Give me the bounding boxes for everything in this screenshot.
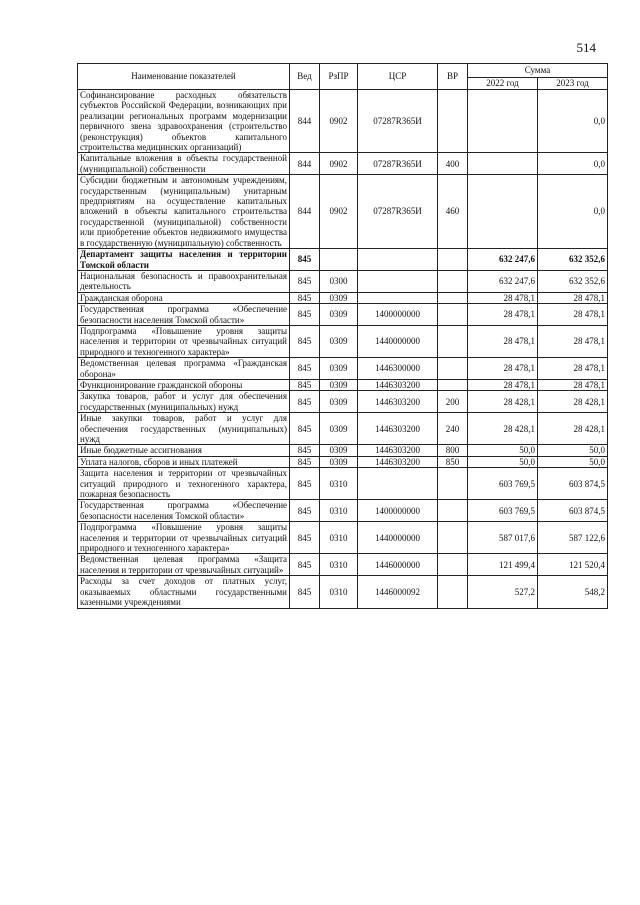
table-row	[78, 456, 608, 467]
table-row	[78, 554, 608, 576]
row-vr	[438, 500, 468, 522]
row-vr: 240	[438, 413, 468, 445]
row-name: Капитальные вложения в объекты государственной (муниципальной) собственности	[78, 153, 290, 175]
row-sum-2023: 28 478,1	[538, 379, 608, 390]
row-sum-2022: 632 247,6	[468, 249, 538, 271]
row-vr: 800	[438, 445, 468, 456]
table-row	[78, 576, 608, 608]
row-csr	[358, 292, 438, 303]
row-vr	[438, 358, 468, 380]
table-row	[78, 522, 608, 554]
row-name: Защита населения и территории от чрезвычайных ситуаций природного и техногенного характера, пожарная безопасность	[78, 468, 290, 500]
row-sum-2022: 527,2	[468, 576, 538, 608]
row-sum-2022: 28 428,1	[468, 413, 538, 445]
table-row	[78, 379, 608, 390]
table-row	[78, 391, 608, 413]
row-ved: 845	[290, 249, 320, 271]
row-sum-2023: 603 874,5	[538, 500, 608, 522]
row-rzpr: 0310	[320, 522, 358, 554]
header-sum: Сумма	[468, 64, 608, 78]
row-csr: 1400000000	[358, 500, 438, 522]
row-vr	[438, 249, 468, 271]
row-rzpr: 0309	[320, 304, 358, 326]
row-sum-2022: 587 017,6	[468, 522, 538, 554]
row-vr: 200	[438, 391, 468, 413]
row-csr: 07287R365И	[358, 153, 438, 175]
row-ved: 845	[290, 554, 320, 576]
row-rzpr	[320, 249, 358, 271]
table-row	[78, 445, 608, 456]
row-ved: 845	[290, 413, 320, 445]
row-ved: 845	[290, 379, 320, 390]
row-name: Субсидии бюджетным и автономным учреждениям, государственным (муниципальным) унитарным предприятиям на осуществление капитальных вложений в объекты капитального строительства государственной (муниципальной) собственности или приобретение объектов недвижимого имущества в государственную (муниципальную) собственность	[78, 175, 290, 249]
row-name: Уплата налогов, сборов и иных платежей	[78, 456, 290, 467]
row-rzpr: 0902	[320, 175, 358, 249]
row-sum-2023: 50,0	[538, 456, 608, 467]
row-rzpr: 0309	[320, 391, 358, 413]
row-csr: 1446303200	[358, 445, 438, 456]
row-csr: 1446300000	[358, 358, 438, 380]
row-sum-2023: 548,2	[538, 576, 608, 608]
row-csr: 1446000092	[358, 576, 438, 608]
row-sum-2023: 0,0	[538, 90, 608, 153]
row-rzpr: 0309	[320, 379, 358, 390]
row-sum-2023: 121 520,4	[538, 554, 608, 576]
row-ved: 844	[290, 175, 320, 249]
row-ved: 845	[290, 391, 320, 413]
row-vr	[438, 522, 468, 554]
row-rzpr: 0309	[320, 413, 358, 445]
row-sum-2023: 28 428,1	[538, 391, 608, 413]
budget-table	[77, 63, 608, 609]
row-sum-2022: 603 769,5	[468, 468, 538, 500]
row-csr: 1446303200	[358, 379, 438, 390]
row-ved: 845	[290, 292, 320, 303]
row-sum-2023: 632 352,6	[538, 249, 608, 271]
row-rzpr: 0310	[320, 554, 358, 576]
row-vr: 460	[438, 175, 468, 249]
row-sum-2022: 603 769,5	[468, 500, 538, 522]
row-sum-2022	[468, 175, 538, 249]
header-ved: Вед	[290, 64, 320, 90]
header-year-2023: 2023 год	[538, 78, 608, 90]
header-csr: ЦСР	[358, 64, 438, 90]
row-name: Расходы за счет доходов от платных услуг, оказываемых областными государственными казенными учреждениями	[78, 576, 290, 608]
table-row	[78, 468, 608, 500]
row-name: Софинансирование расходных обязательств субъектов Российской Федерации, возникающих при реализации региональных программ модернизации первичного звена здравоохранения (строительство (реконструкция) объектов капитального строительства медицинских организаций)	[78, 90, 290, 153]
row-sum-2022	[468, 153, 538, 175]
row-csr: 1446303200	[358, 456, 438, 467]
row-vr	[438, 292, 468, 303]
row-name: Иные бюджетные ассигнования	[78, 445, 290, 456]
table-row	[78, 292, 608, 303]
header-vr: ВР	[438, 64, 468, 90]
row-name: Ведомственная целевая программа «Гражданская оборона»	[78, 358, 290, 380]
row-name: Ведомственная целевая программа «Защита населения и территории от чрезвычайных ситуаций»	[78, 554, 290, 576]
row-rzpr: 0309	[320, 445, 358, 456]
row-sum-2022: 28 478,1	[468, 304, 538, 326]
row-sum-2022: 28 428,1	[468, 391, 538, 413]
row-name: Государственная программа «Обеспечение безопасности населения Томской области»	[78, 304, 290, 326]
row-ved: 844	[290, 90, 320, 153]
row-csr: 07287R365И	[358, 90, 438, 153]
row-vr	[438, 468, 468, 500]
row-sum-2022: 28 478,1	[468, 292, 538, 303]
row-vr	[438, 554, 468, 576]
row-csr: 1400000000	[358, 304, 438, 326]
row-sum-2023: 0,0	[538, 153, 608, 175]
row-csr: 1440000000	[358, 325, 438, 357]
row-ved: 845	[290, 456, 320, 467]
row-ved: 845	[290, 500, 320, 522]
row-rzpr: 0310	[320, 500, 358, 522]
row-rzpr: 0310	[320, 468, 358, 500]
row-ved: 845	[290, 445, 320, 456]
table-row	[78, 413, 608, 445]
row-vr	[438, 379, 468, 390]
row-sum-2023: 587 122,6	[538, 522, 608, 554]
row-rzpr: 0309	[320, 292, 358, 303]
row-sum-2022: 50,0	[468, 445, 538, 456]
row-sum-2023: 0,0	[538, 175, 608, 249]
row-rzpr: 0309	[320, 358, 358, 380]
row-ved: 845	[290, 358, 320, 380]
row-csr	[358, 270, 438, 292]
row-sum-2022: 121 499,4	[468, 554, 538, 576]
row-vr: 400	[438, 153, 468, 175]
row-name: Национальная безопасность и правоохранительная деятельность	[78, 270, 290, 292]
table-row	[78, 270, 608, 292]
row-csr: 07287R365И	[358, 175, 438, 249]
row-ved: 845	[290, 270, 320, 292]
row-vr: 850	[438, 456, 468, 467]
row-sum-2022: 28 478,1	[468, 325, 538, 357]
row-sum-2023: 28 478,1	[538, 358, 608, 380]
row-sum-2023: 28 478,1	[538, 325, 608, 357]
row-vr	[438, 270, 468, 292]
row-name: Закупка товаров, работ и услуг для обеспечения государственных (муниципальных) нужд	[78, 391, 290, 413]
row-sum-2023: 50,0	[538, 445, 608, 456]
row-sum-2023: 603 874,5	[538, 468, 608, 500]
page-number: 514	[576, 40, 596, 55]
table-row	[78, 175, 608, 249]
table-row	[78, 249, 608, 271]
row-ved: 845	[290, 325, 320, 357]
row-name: Департамент защиты населения и территории Томской области	[78, 249, 290, 271]
row-sum-2023: 28 478,1	[538, 304, 608, 326]
row-csr: 1440000000	[358, 522, 438, 554]
table-row	[78, 304, 608, 326]
table-row	[78, 153, 608, 175]
row-rzpr: 0310	[320, 576, 358, 608]
row-sum-2022: 50,0	[468, 456, 538, 467]
row-rzpr: 0309	[320, 325, 358, 357]
row-rzpr: 0300	[320, 270, 358, 292]
row-rzpr: 0902	[320, 90, 358, 153]
row-sum-2023: 632 352,6	[538, 270, 608, 292]
row-csr	[358, 468, 438, 500]
row-name: Подпрограмма «Повышение уровня защиты населения и территории от чрезвычайных ситуаций природного и техногенного характера»	[78, 325, 290, 357]
row-name: Гражданская оборона	[78, 292, 290, 303]
row-ved: 844	[290, 153, 320, 175]
row-sum-2023: 28 428,1	[538, 413, 608, 445]
row-name: Подпрограмма «Повышение уровня защиты населения и территории от чрезвычайных ситуаций природного и техногенного характера»	[78, 522, 290, 554]
row-sum-2022: 28 478,1	[468, 358, 538, 380]
table-row	[78, 358, 608, 380]
row-ved: 845	[290, 522, 320, 554]
row-ved: 845	[290, 304, 320, 326]
table-row	[78, 500, 608, 522]
row-vr	[438, 576, 468, 608]
row-csr: 1446303200	[358, 413, 438, 445]
row-sum-2022: 632 247,6	[468, 270, 538, 292]
row-rzpr: 0309	[320, 456, 358, 467]
row-name: Функционирование гражданской обороны	[78, 379, 290, 390]
header-rzpr: РзПР	[320, 64, 358, 90]
row-vr	[438, 90, 468, 153]
row-sum-2022: 28 478,1	[468, 379, 538, 390]
row-ved: 845	[290, 576, 320, 608]
table-row	[78, 90, 608, 153]
row-csr	[358, 249, 438, 271]
row-vr	[438, 325, 468, 357]
row-name: Иные закупки товаров, работ и услуг для обеспечения государственных (муниципальных) нужд	[78, 413, 290, 445]
row-csr: 1446000000	[358, 554, 438, 576]
header-name: Наименование показателей	[78, 64, 290, 90]
row-name: Государственная программа «Обеспечение безопасности населения Томской области»	[78, 500, 290, 522]
row-sum-2022	[468, 90, 538, 153]
row-vr	[438, 304, 468, 326]
row-ved: 845	[290, 468, 320, 500]
table-row	[78, 325, 608, 357]
header-year-2022: 2022 год	[468, 78, 538, 90]
row-sum-2023: 28 478,1	[538, 292, 608, 303]
row-csr: 1446303200	[358, 391, 438, 413]
row-rzpr: 0902	[320, 153, 358, 175]
